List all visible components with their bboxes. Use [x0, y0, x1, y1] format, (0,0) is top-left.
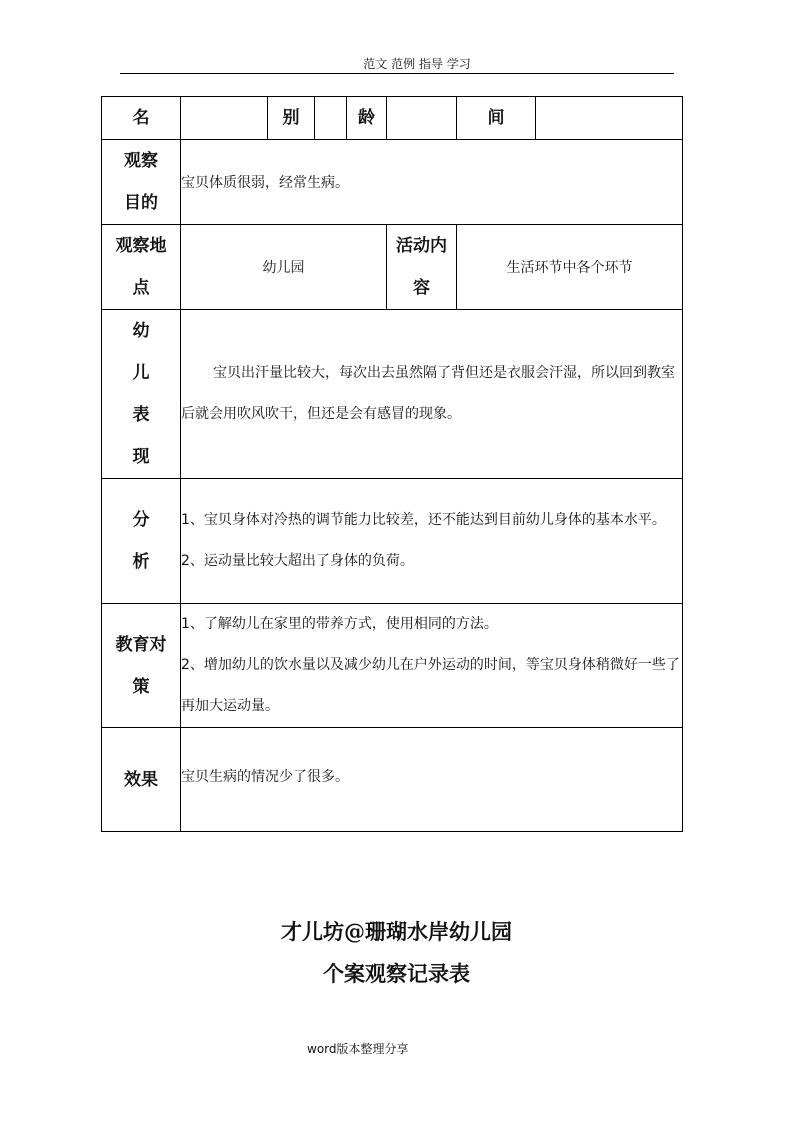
observation-table	[101, 96, 683, 832]
strategy-item: 2、增加幼儿的饮水量以及减少幼儿在户外运动的时间，等宝贝身体稍微好一些了再加大运动量。	[181, 657, 680, 714]
gender-value	[315, 97, 347, 140]
age-label: 龄	[347, 97, 387, 140]
purpose-value: 宝贝体质很弱，经常生病。	[181, 140, 683, 225]
time-value	[536, 97, 683, 140]
effect-label: 效果	[102, 728, 181, 832]
effect-row	[102, 728, 683, 832]
behavior-label-char: 幼	[132, 321, 150, 341]
behavior-label-char: 儿	[132, 363, 150, 383]
strategy-label	[102, 604, 181, 728]
analysis-label-char: 分	[132, 510, 150, 530]
strategy-item: 1、了解幼儿在家里的带养方式，使用相同的方法。	[181, 616, 498, 632]
purpose-label	[102, 140, 181, 225]
effect-text: 宝贝生病的情况少了很多。	[181, 728, 683, 832]
basic-info-row	[102, 97, 683, 140]
page-footer: word版本整理分享	[307, 1042, 409, 1056]
activity-label-bottom: 容	[413, 278, 430, 298]
location-label-bottom: 点	[132, 278, 150, 298]
analysis-label	[102, 479, 181, 604]
analysis-content	[181, 479, 683, 604]
purpose-row	[102, 140, 683, 225]
org-title: 才儿坊@珊瑚水岸幼儿园	[281, 919, 512, 944]
behavior-label	[102, 310, 181, 479]
strategy-label-top: 教育对	[115, 634, 167, 655]
behavior-text: 宝贝出汗量比较大，每次出去虽然隔了背但还是衣服会汗湿，所以回到教室后就会用吹风吹干，但还是会有感冒的现象。	[181, 310, 683, 479]
activity-value: 生活环节中各个环节	[457, 225, 683, 310]
activity-label	[387, 225, 457, 310]
form-title: 个案观察记录表	[323, 961, 470, 986]
strategy-row	[102, 604, 683, 728]
location-value: 幼儿园	[181, 225, 387, 310]
analysis-label-char: 析	[132, 552, 150, 572]
purpose-label-bottom: 目的	[124, 193, 158, 213]
behavior-label-char: 表	[132, 405, 150, 425]
purpose-label-top: 观察	[124, 151, 158, 171]
location-row	[102, 225, 683, 310]
age-value	[387, 97, 457, 140]
page-header: 范文 范例 指导 学习	[120, 54, 674, 74]
name-label: 名	[102, 97, 181, 140]
location-label	[102, 225, 181, 310]
gender-label: 别	[268, 97, 315, 140]
analysis-row	[102, 479, 683, 604]
name-value	[181, 97, 268, 140]
analysis-item: 1、宝贝身体对冷热的调节能力比较差，还不能达到目前幼儿身体的基本水平。	[181, 512, 666, 528]
behavior-label-char: 现	[132, 447, 150, 467]
location-label-top: 观察地	[115, 236, 167, 256]
activity-label-top: 活动内	[396, 236, 447, 256]
behavior-row	[102, 310, 683, 479]
strategy-label-bottom: 策	[132, 676, 150, 697]
strategy-content	[181, 604, 683, 728]
analysis-item: 2、运动量比较大超出了身体的负荷。	[181, 553, 414, 569]
time-label: 间	[457, 97, 536, 140]
